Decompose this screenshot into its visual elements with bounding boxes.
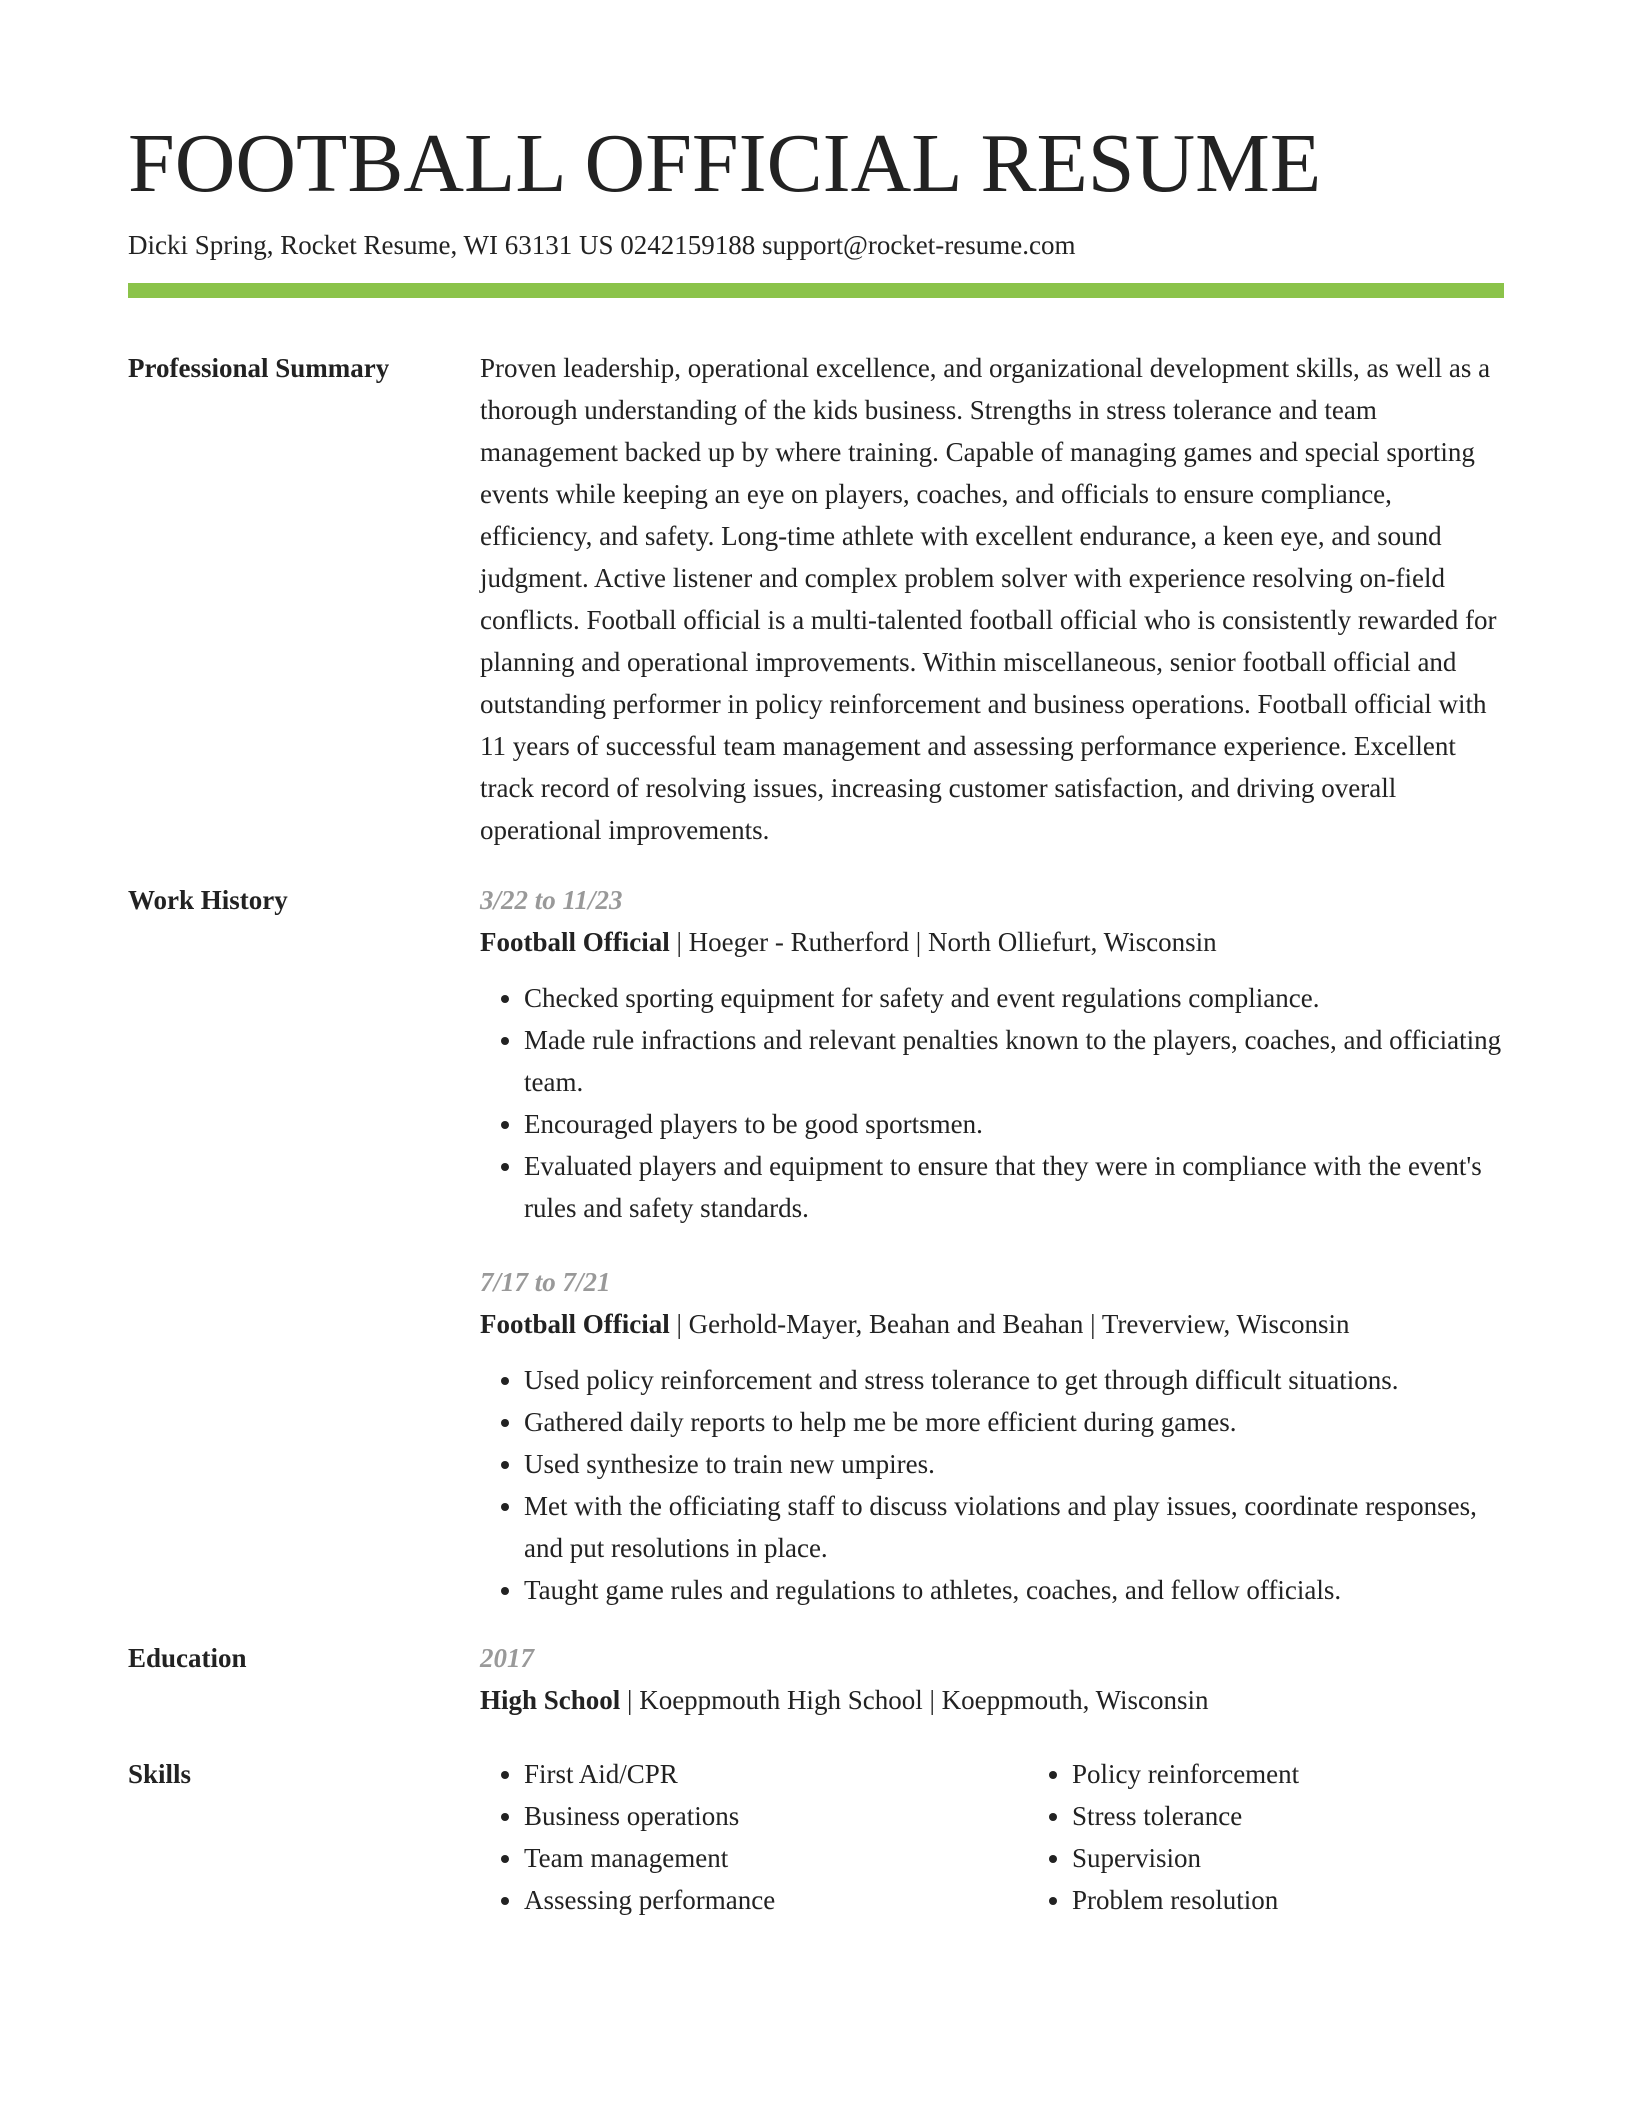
section-label-education: Education xyxy=(128,1643,247,1674)
skill-item: • Policy reinforcement xyxy=(1072,1753,1592,1795)
job-dates: 7/17 to 7/21 xyxy=(480,1267,611,1298)
education-degree: High School xyxy=(480,1685,621,1716)
skill-item: • Stress tolerance xyxy=(1072,1795,1592,1837)
job-bullet: • Encouraged players to be good sportsmen. xyxy=(524,1103,1504,1145)
skills-list-right xyxy=(1028,1753,1592,1921)
header-divider xyxy=(128,283,1504,298)
education-details: | Koeppmouth High School | Koeppmouth, Wisconsin xyxy=(620,1685,1209,1716)
job-bullet: • Evaluated players and equipment to ensure that they were in compliance with the event's rules and safety standards. xyxy=(524,1145,1504,1229)
education-year: 2017 xyxy=(480,1643,534,1674)
section-label-work-history: Work History xyxy=(128,885,288,916)
job-bullet: • Used synthesize to train new umpires. xyxy=(524,1443,1504,1485)
job-bullet: • Made rule infractions and relevant penalties known to the players, coaches, and officiating team. xyxy=(524,1019,1504,1103)
job-dates: 3/22 to 11/23 xyxy=(480,885,623,916)
skills-list-left xyxy=(480,1753,1028,1921)
section-label-summary: Professional Summary xyxy=(128,353,390,384)
resume-title: FOOTBALL OFFICIAL RESUME xyxy=(128,117,1322,210)
skill-item: • Business operations xyxy=(524,1795,1028,1837)
job-bullets xyxy=(480,977,1504,1229)
job-bullet: • Taught game rules and regulations to athletes, coaches, and fellow officials. xyxy=(524,1569,1504,1611)
skill-item: • Assessing performance xyxy=(524,1879,1028,1921)
skill-item: • Team management xyxy=(524,1837,1028,1879)
job-bullet: • Used policy reinforcement and stress tolerance to get through difficult situations. xyxy=(524,1359,1504,1401)
job-bullet: • Met with the officiating staff to discuss violations and play issues, coordinate responses, and put resolutions in place. xyxy=(524,1485,1504,1569)
skill-item: • Problem resolution xyxy=(1072,1879,1592,1921)
job-details: | Gerhold-Mayer, Beahan and Beahan | Treverview, Wisconsin xyxy=(669,1309,1350,1340)
job-title: Football Official xyxy=(480,927,670,958)
job-bullet: • Gathered daily reports to help me be more efficient during games. xyxy=(524,1401,1504,1443)
job-entry xyxy=(480,1261,1504,1611)
skill-item: • Supervision xyxy=(1072,1837,1592,1879)
contact-line: Dicki Spring, Rocket Resume, WI 63131 US 0242159188 support@rocket-resume.com xyxy=(128,230,1076,261)
job-heading xyxy=(480,921,1504,963)
summary-section xyxy=(128,347,1504,851)
job-bullets xyxy=(480,1359,1504,1611)
education-heading xyxy=(480,1679,1504,1721)
job-entry xyxy=(480,879,1504,1229)
job-heading xyxy=(480,1303,1504,1345)
job-details: | Hoeger - Rutherford | North Olliefurt, Wisconsin xyxy=(669,927,1217,958)
summary-text: Proven leadership, operational excellence, and organizational development skills, as well as a thorough understanding of the kids business. Strengths in stress tolerance and team management backed up by where training. Capable of managing games and special sporting events while keeping an eye on players, coaches, and officials to ensure compliance, efficiency, and safety. Long-time athlete with excellent endurance, a keen eye, and sound judgment. Active listener and complex problem solver with experience resolving on-field conflicts. Football official is a multi-talented football official who is consistently rewarded for planning and operational improvements. Within miscellaneous, senior football official and outstanding performer in policy reinforcement and business operations. Football official with 11 years of successful team management and assessing performance experience. Excellent track record of resolving issues, increasing customer satisfaction, and driving overall operational improvements. xyxy=(480,353,1497,846)
education-section xyxy=(128,1637,1504,1721)
section-label-skills: Skills xyxy=(128,1759,192,1790)
job-title: Football Official xyxy=(480,1309,670,1340)
work-history-section xyxy=(128,879,1504,1611)
skill-item: • First Aid/CPR xyxy=(524,1753,1028,1795)
job-bullet: • Checked sporting equipment for safety and event regulations compliance. xyxy=(524,977,1504,1019)
skills-section xyxy=(128,1753,1504,1921)
